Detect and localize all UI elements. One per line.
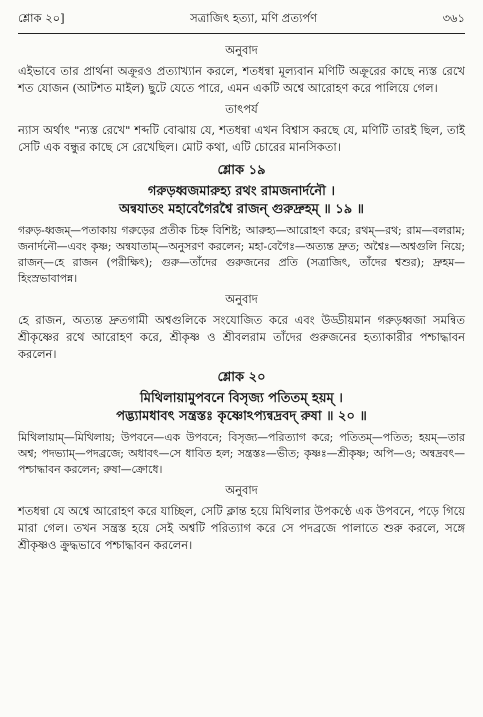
- translation-text: হে রাজন, অত্যন্ত দ্রুতগামী অশ্বগুলিকে সংযোজিত করে এবং উড্ডীয়মান গরুড়ধ্বজা সমন্বিত শ্রীকৃষ্ণের রথে আরোহণ করে, শ্রীকৃষ্ণ ও শ্রীবলরাম তাঁদের গুরুজনের হত্যাকারীর পশ্চাদ্ধাবন করলেন।: [18, 313, 465, 361]
- verse-19: [18, 162, 465, 219]
- header-rule: [18, 33, 465, 34]
- running-header: [18, 10, 465, 32]
- verse-line: অন্বযাতং মহাবেগৈরশ্বৈ রাজন্ গুরুদ্রুহম্ ॥ ১৯ ॥: [118, 202, 365, 217]
- translation-heading: অনুবাদ: [225, 292, 258, 306]
- synonyms-text: মিথিলায়াম্—মিথিলায়; উপবনে—এক উপবনে; বিসৃজ্য—পরিত্যাগ করে; পতিতম্—পতিত; হয়ম্—তার অশ্ব; পদভ্যাম্—পদব্রজে; অধাবৎ—সে ধাবিত হল; সন্ত্রস্তঃ—ভীত; কৃষ্ণঃ—শ্রীকৃষ্ণ; অপি—ও; অন্বদ্রবৎ—পশ্চাদ্ধাবন করলেন; রুষা—ক্রোধে।: [18, 431, 465, 476]
- translation-text: শতধন্বা যে অশ্বে আরোহণ করে যাচ্ছিল, সেটি ক্লান্ত হয়ে মিথিলার উপকণ্ঠে এক উপবনে, পড়ে গিয়ে মারা গেল। তখন সন্ত্রস্ত হয়ে সেই অশ্বটি পরিত্যাগ করে সে পদব্রজে পালাতে শুরু করলে, সঙ্গে শ্রীকৃষ্ণও ক্রুদ্ধভাবে পশ্চাদ্ধাবন করলেন।: [18, 504, 465, 552]
- header-verse-ref: শ্লোক ২০]: [18, 11, 65, 25]
- verse-20: [18, 369, 465, 426]
- translation-heading: অনুবাদ: [225, 483, 258, 497]
- purport-text: ন্যাস অর্থাৎ "ন্যস্ত রেখে" শব্দটি বোঝায় যে, শতধন্বা এখন বিশ্বাস করছে যে, মণিটি তারই ছিল, তাই সেটি এক বন্ধুর কাছে সে রেখেছিল। মোট কথা, এটি চোরের মানসিকতা।: [18, 123, 465, 154]
- header-chapter-title: সত্রাজিৎ হত্যা, মণি প্রত্যর্পণ: [190, 11, 318, 25]
- synonyms-text: গরুড়-ধ্বজম্—পতাকায় গরুড়ের প্রতীক চিহ্ন বিশিষ্ট; আরুহ্য—আরোহণ করে; রথম্—রথ; রাম—বলরাম; জনার্দনৌ—এবং কৃষ্ণ; অন্বযাতাম্—অনুসরণ করলেন; মহা-বেগৈঃ—অত্যন্ত দ্রুত; অশ্বৈঃ—অশ্বগুলি নিয়ে; রাজন্—হে রাজন (পরীক্ষিৎ); গুরু—তাঁদের গুরুজনের প্রতি (সত্রাজিৎ, তাঁদের শ্বশুর); দ্রুহম—হিংস্রভাবাপন্ন।: [18, 224, 465, 285]
- verse-line: মিথিলায়ামুপবনে বিসৃজ্য পতিতম্ হয়ম্ ।: [140, 391, 343, 406]
- translation-heading: অনুবাদ: [225, 43, 258, 57]
- translation-text: এইভাবে তার প্রার্থনা অক্রূরও প্রত্যাখ্যান করলে, শতধন্বা মূল্যবান মণিটি অক্রূরের কাছে ন্যস্ত রেখে শত যোজন (আটশত মাইল) ছুটে যেতে পারে, এমন একটি অশ্বে আরোহণ করে পালিয়ে গেল।: [18, 64, 465, 95]
- verse-line: পদ্ভ্যামধাবৎ সন্ত্রস্তঃ কৃষ্ণোঽপ্যন্বদ্রবদ্ রুষা ॥ ২০ ॥: [116, 409, 367, 424]
- purport-heading: তাৎপর্য: [225, 102, 258, 116]
- verse-line: গরুড়ধ্বজমারুহ্য রথং রামজনার্দনৌ ।: [147, 184, 336, 199]
- verse-number: শ্লোক ১৯: [217, 163, 266, 178]
- verse-number: শ্লোক ২০: [217, 370, 266, 385]
- page-number: ৩৬১: [442, 11, 465, 25]
